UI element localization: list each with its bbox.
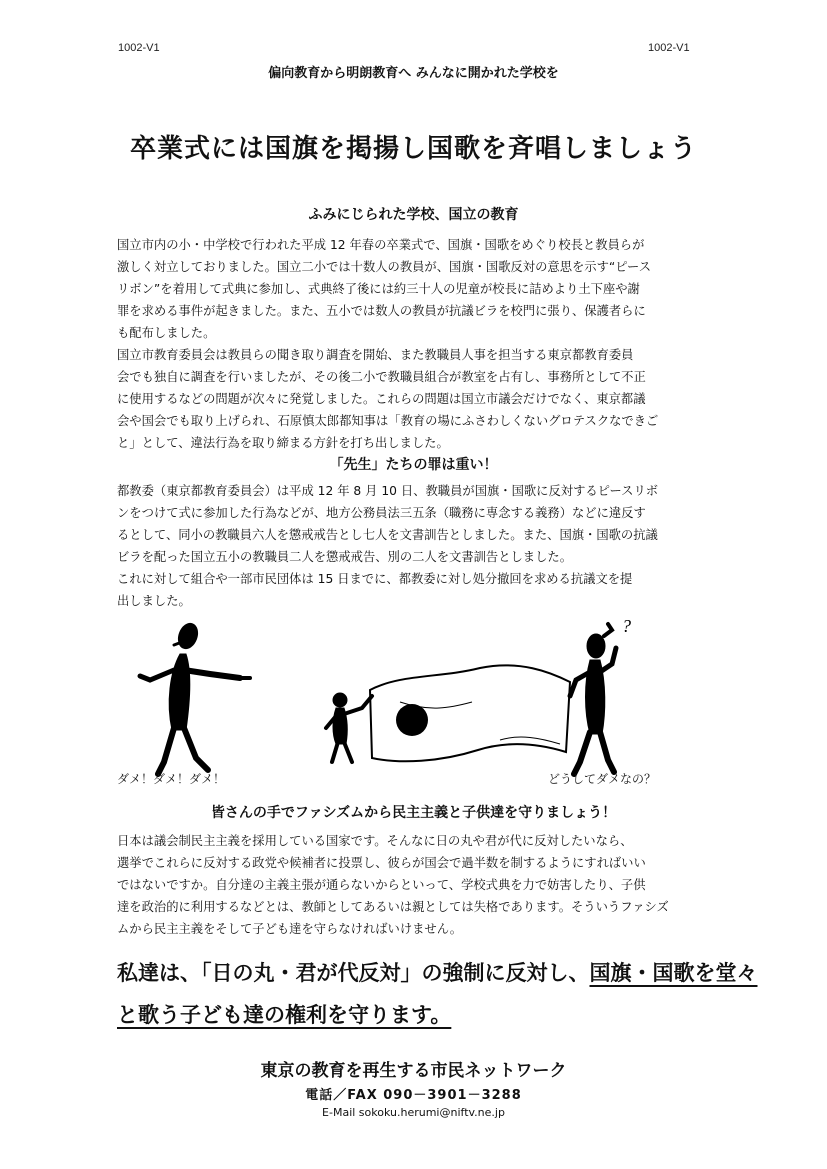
text-line: 出しました。 xyxy=(117,594,191,608)
caption-left: ダメ！ダメ！ダメ！ xyxy=(117,772,226,786)
section2-paragraph2 xyxy=(117,568,709,612)
section3-paragraph xyxy=(117,830,709,940)
text-line: も配布しました。 xyxy=(117,326,216,340)
text-line: リボン”を着用して式典に参加し、式典終了後には約三十人の児童が校長に詰めより土下座や謝 xyxy=(117,282,640,296)
document-code-left: 1002-V1 xyxy=(118,42,160,54)
text-line: 国立市内の小・中学校で行われた平成 12 年春の卒業式で、国旗・国歌をめぐり校長と教員らが xyxy=(117,238,645,252)
declaration-underlined-2: と歌う子ども達の権利を守ります。 xyxy=(117,1003,452,1027)
flag-sun xyxy=(396,704,428,736)
illustration xyxy=(100,612,740,782)
section2-paragraph1 xyxy=(117,480,709,568)
section1-paragraph1 xyxy=(117,234,709,344)
section3-title: 皆さんの手でファシズムから民主主義と子供達を守りましょう！ xyxy=(210,805,617,821)
organization-name: 東京の教育を再生する市民ネットワーク xyxy=(260,1061,567,1081)
organization-phone: 電話／FAX 090－3901－3288 xyxy=(305,1088,522,1103)
declaration-plain: 私達は、「日の丸・君が代反対」の強制に反対し、 xyxy=(117,961,590,985)
text-line: 国立市教育委員会は教員らの聞き取り調査を開始、また教職員人事を担当する東京都教育委員 xyxy=(117,348,634,362)
slogan: 偏向教育から明朗教育へ みんなに開かれた学校を xyxy=(268,66,559,81)
question-mark: ? xyxy=(622,616,631,636)
text-line: 選挙でこれらに反対する政党や候補者に投票し、彼らが国会で過半数を制するようにすればいい xyxy=(117,856,646,870)
text-line: ンをつけて式に参加した行為などが、地方公務員法三五条（職務に専念する義務）などに違反す xyxy=(117,506,646,520)
caption-right: どうしてダメなの？ xyxy=(548,772,657,786)
japanese-flag-icon xyxy=(370,665,570,761)
text-line: 都教委（東京都教育委員会）は平成 12 年 8 月 10 日、教職員が国旗・国歌に反対するピースリボ xyxy=(117,484,659,498)
puzzled-figure-icon xyxy=(570,624,616,774)
text-line: ビラを配った国立五小の教職員二人を懲戒戒告、別の二人を文書訓告としました。 xyxy=(117,550,572,564)
text-line: 日本は議会制民主主義を採用している国家です。そんなに日の丸や君が代に反対したいなら、 xyxy=(117,834,633,848)
text-line: 罪を求める事件が起きました。また、五小では数人の教員が抗議ビラを校門に張り、保護者らに xyxy=(117,304,646,318)
document-code-right: 1002-V1 xyxy=(648,42,690,54)
text-line: るとして、同小の教職員六人を懲戒戒告とし七人を文書訓告としました。また、国旗・国歌の抗議 xyxy=(117,528,658,542)
text-line: 激しく対立しておりました。国立二小では十数人の教員が、国旗・国歌反対の意思を示す“ピース xyxy=(117,260,652,274)
section2-title: 「先生」たちの罪は重い！ xyxy=(329,457,498,473)
text-line: に使用するなどの問題が次々に発覚しました。これらの問題は国立市議会だけでなく、東京都議 xyxy=(117,392,646,406)
text-line: ムから民主主義をそして子ども達を守らなければいけません。 xyxy=(117,922,463,936)
declaration xyxy=(117,952,758,1036)
pointing-figure-icon xyxy=(140,621,250,774)
text-line: ではないですか。自分達の主義主張が通らないからといって、学校式典を力で妨害したり、子供 xyxy=(117,878,646,892)
child-figure-icon xyxy=(326,693,372,762)
text-line: これに対して組合や一部市民団体は 15 日までに、都教委に対し処分撤回を求める抗議文を提 xyxy=(117,572,633,586)
organization-email: E-Mail sokoku.herumi@niftv.ne.jp xyxy=(322,1106,505,1119)
section1-title: ふみにじられた学校、国立の教育 xyxy=(308,207,519,223)
text-line: 達を政治的に利用するなどとは、教師としてあるいは親としては失格であります。そういうファシズ xyxy=(117,900,669,914)
declaration-line1 xyxy=(117,952,758,994)
headline: 卒業式には国旗を掲揚し国歌を斉唱しましょう xyxy=(129,134,697,164)
declaration-underlined-1: 国旗・国歌を堂々 xyxy=(589,961,758,985)
text-line: 会でも独自に調査を行いましたが、その後二小で教職員組合が教室を占有し、事務所として不正 xyxy=(117,370,646,384)
section1-paragraph2 xyxy=(117,344,709,454)
text-line: 会や国会でも取り上げられ、石原慎太郎都知事は「教育の場にふさわしくないグロテスクなできご xyxy=(117,414,659,428)
text-line: と」として、違法行為を取り締まる方針を打ち出しました。 xyxy=(117,436,449,450)
